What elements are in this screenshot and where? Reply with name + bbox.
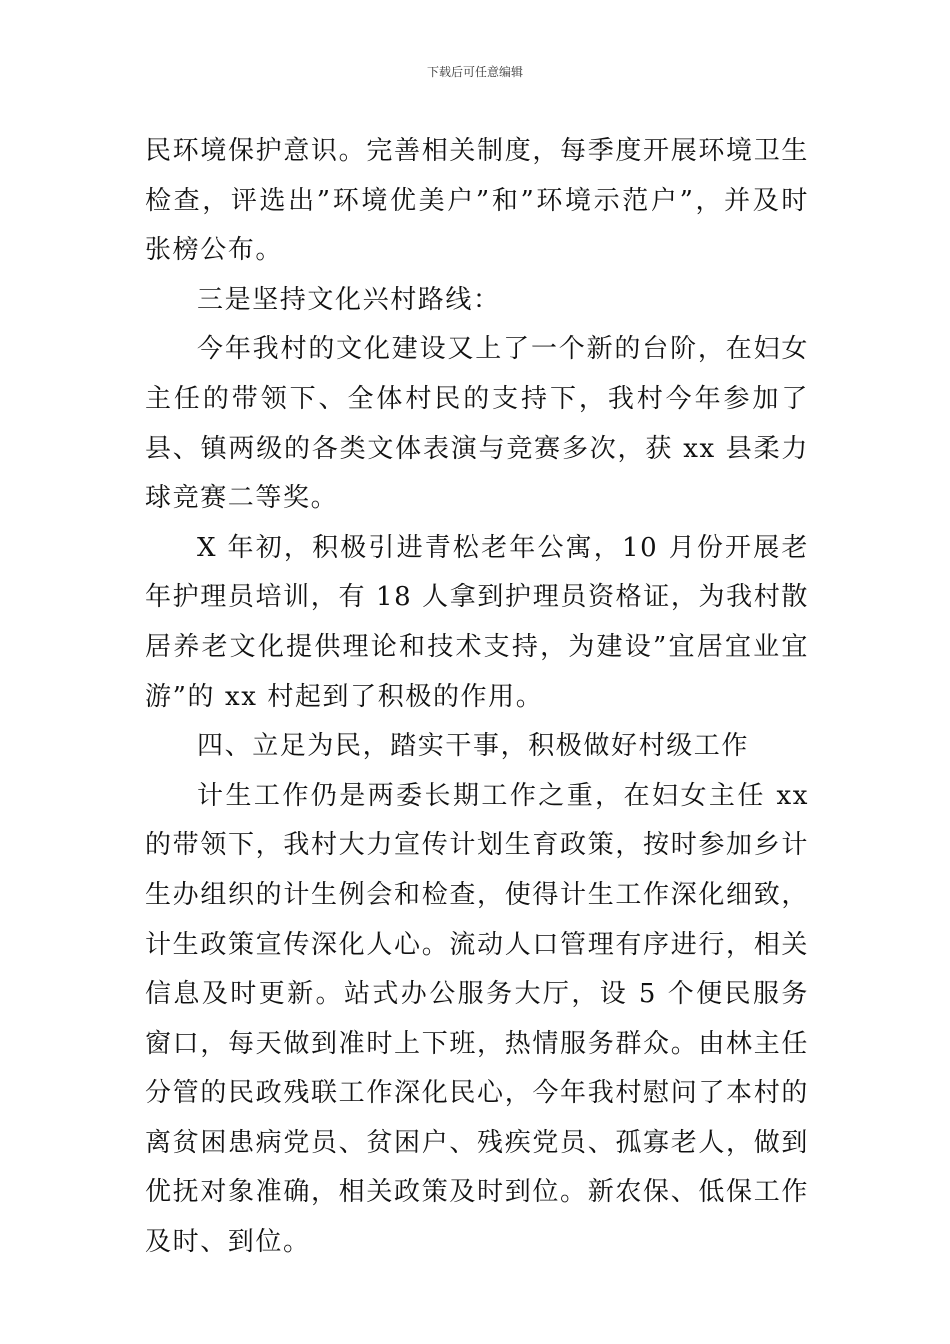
paragraph-section-four-heading: 四、立足为民，踏实干事，积极做好村级工作 <box>197 731 750 762</box>
paragraph-culture-heading: 三是坚持文化兴村路线： <box>197 284 501 315</box>
paragraph-family-planning: 计生工作仍是两委长期工作之重，在妇女主任 xx 的带领下，我村大力宣传计划生育政策，按时参加乡计生办组织的计生例会和检查，使得计生工作深化细致，计生政策宣传深化人心。流动人口管理有序进行，相关信息及时更新。站式办公服务大厅，设 5 个便民服务窗口，每天做到准时上下班，热情服务群众。由林主任分管的民政残联工作深化民心，今年我村慰问了本村的离贫困患病党员、贫困户、残疾党员、孤寡老人，做到优抚对象准确，相关政策及时到位。新农保、低保工作及时、到位。 <box>145 780 809 1258</box>
document-body <box>145 127 809 1268</box>
paragraph-environment-continued: 民环境保护意识。完善相关制度，每季度开展环境卫生检查，评选出”环境优美户”和”环境示范户”，并及时张榜公布。 <box>145 136 809 266</box>
page-header: 下载后可任意编辑 <box>426 65 523 79</box>
paragraph-culture-construction: 今年我村的文化建设又上了一个新的台阶，在妇女主任的带领下、全体村民的支持下，我村今年参加了县、镇两级的各类文体表演与竞赛多次，获 xx 县柔力球竞赛二等奖。 <box>145 334 809 514</box>
paragraph-elderly-care: X 年初，积极引进青松老年公寓，10 月份开展老年护理员培训，有 18 人拿到护理员资格证，为我村散居养老文化提供理论和技术支持，为建设”宜居宜业宜游”的 xx 村起到了积极的作用。 <box>145 532 809 712</box>
